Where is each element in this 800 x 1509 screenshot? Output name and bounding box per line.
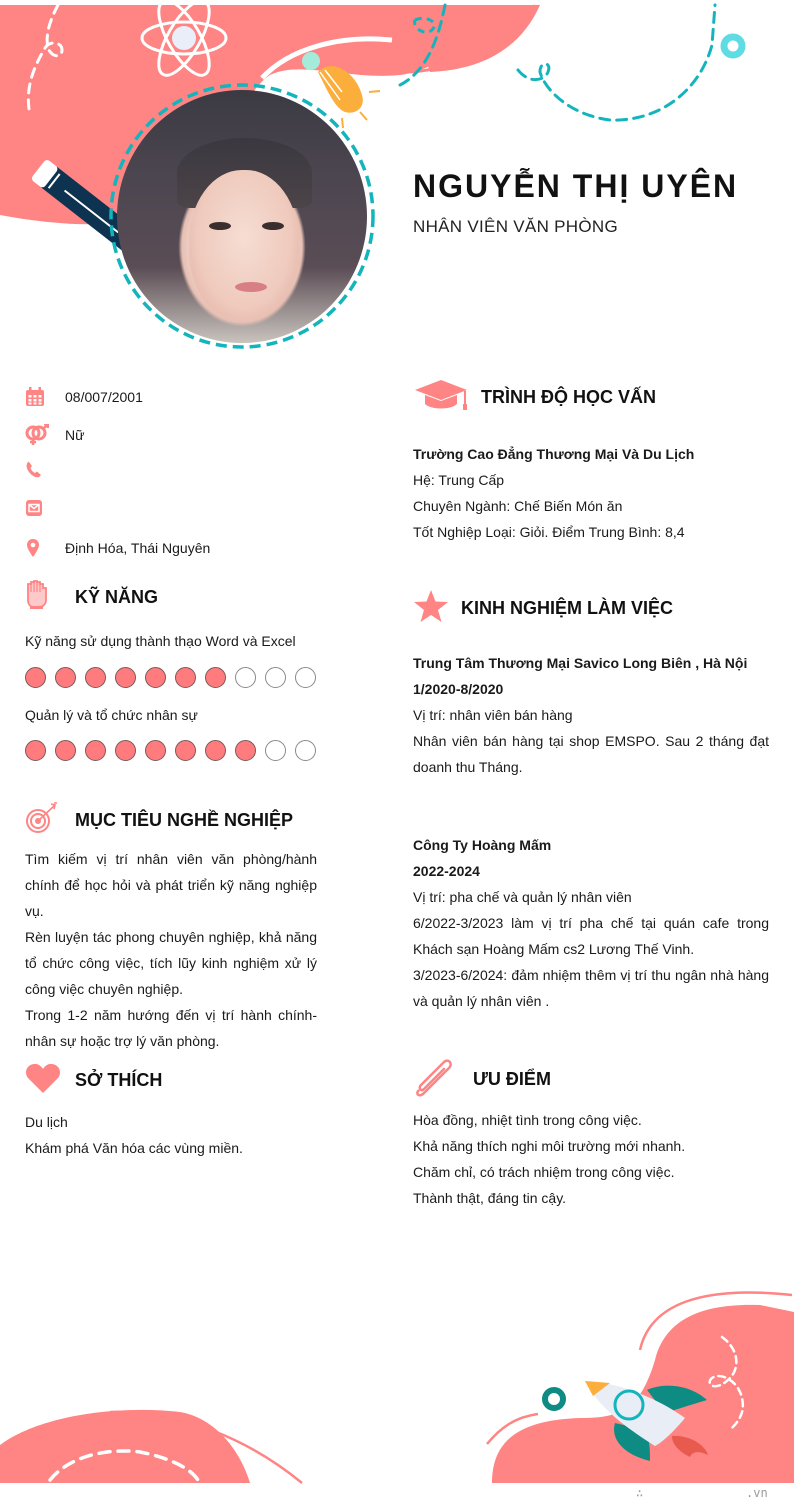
watermark-left: ∴ [636,1486,644,1500]
strength-item: Chăm chỉ, có trách nhiệm trong công việc. [413,1164,675,1180]
hobbies-heading-label: SỞ THÍCH [75,1070,163,1090]
photo-lips [235,282,267,292]
job-company: Trung Tâm Thương Mại Savico Long Biên , Hà Nội [413,655,748,671]
skill-label: Kỹ năng sử dụng thành thạo Word và Excel [25,633,296,649]
rating-dot-empty [265,740,286,761]
objective-text [25,846,317,1054]
hand-icon [25,580,75,615]
contact-phone [25,455,65,485]
objective-paragraph: Trong 1-2 năm hướng đến vị trí hành chính-nhân sự hoặc trợ lý văn phòng. [25,1007,317,1049]
email-icon [25,496,55,520]
hobby-item: Khám phá Văn hóa các vùng miền. [25,1140,243,1156]
calendar-icon [25,385,55,409]
education-details [413,441,773,545]
objective-paragraph: Tìm kiếm vị trí nhân viên văn phòng/hành chính để học hỏi và phát triển kỹ năng nghiệp vụ. [25,851,317,919]
job-period: 1/2020-8/2020 [413,681,504,697]
job-detail: 3/2023-6/2024: đảm nhiệm thêm vị trí thu ngân nhà hàng và quản lý nhân viên . [413,967,769,1009]
birthdate-value: 08/007/2001 [65,389,143,405]
star-icon [413,589,461,628]
skills-heading-label: KỸ NĂNG [75,587,159,607]
rating-dot-filled [205,740,226,761]
job-entry [413,650,769,780]
strengths-heading [413,1057,551,1102]
rating-dot-empty [265,667,286,688]
job-position: Vị trí: nhân viên bán hàng [413,707,573,723]
education-line: Chuyên Ngành: Chế Biến Món ăn [413,498,623,514]
rating-dot-filled [205,667,226,688]
objective-paragraph: Rèn luyện tác phong chuyên nghiệp, khả năng tổ chức công việc, tích lũy kinh nghiệm xử lý công việc chuyên nghiệp. [25,929,317,997]
rating-dot-filled [55,740,76,761]
rating-dot-empty [235,667,256,688]
skills-heading [25,580,158,615]
contact-gender [25,420,84,450]
phone-icon [25,458,55,482]
rating-dot-filled [115,740,136,761]
strengths-heading-label: ƯU ĐIỂM [473,1069,551,1089]
rating-dot-filled [85,667,106,688]
experience-heading [413,589,673,628]
rating-dot-filled [145,667,166,688]
education-line: Hệ: Trung Cấp [413,472,505,488]
skill-rating [25,667,316,688]
candidate-title: NHÂN VIÊN VĂN PHÒNG [413,217,619,236]
target-icon [25,802,75,839]
rating-dot-filled [145,740,166,761]
school-name: Trường Cao Đẳng Thương Mại Và Du Lịch [413,446,695,462]
experience-heading-label: KINH NGHIỆM LÀM VIỆC [461,598,674,618]
strength-item: Hòa đồng, nhiệt tình trong công việc. [413,1112,642,1128]
location-icon [25,536,55,560]
education-heading [413,378,656,417]
graduation-cap-icon [413,378,481,417]
rating-dot-filled [175,667,196,688]
rating-dot-filled [175,740,196,761]
job-detail: 6/2022-3/2023 làm vị trí pha chế tại quán cafe trong Khách sạn Hoàng Mấm cs2 Lương Thế Vinh. [413,915,769,957]
profile-photo [117,90,367,343]
skill-rating [25,740,316,761]
paperclip-icon [413,1057,473,1102]
job-period: 2022-2024 [413,863,480,879]
watermark-right: .vn [746,1486,768,1500]
candidate-name: NGUYỄN THỊ UYÊN [413,168,739,204]
photo-eye [209,222,231,230]
strength-item: Thành thật, đáng tin cậy. [413,1190,567,1206]
job-detail: Nhân viên bán hàng tại shop EMSPO. Sau 2 tháng đạt doanh thu Tháng. [413,733,769,775]
photo-face [189,170,299,320]
rating-dot-filled [55,667,76,688]
objective-heading-label: MỤC TIÊU NGHỀ NGHIỆP [75,810,294,830]
education-line: Tốt Nghiệp Loại: Giỏi. Điểm Trung Bình: 8,4 [413,524,685,540]
job-company: Công Ty Hoàng Mấm [413,837,552,853]
heart-icon [25,1062,75,1099]
contact-address [25,533,210,563]
rating-dot-empty [295,667,316,688]
education-heading-label: TRÌNH ĐỘ HỌC VẤN [481,387,656,407]
rating-dot-empty [295,740,316,761]
hobbies-heading [25,1062,162,1099]
rating-dot-filled [25,740,46,761]
rating-dot-filled [115,667,136,688]
strength-item: Khả năng thích nghi môi trường mới nhanh. [413,1138,686,1154]
rating-dot-filled [85,740,106,761]
rating-dot-filled [235,740,256,761]
contact-email [25,493,65,523]
gender-value: Nữ [65,427,85,443]
contact-birthdate [25,382,143,412]
hobby-item: Du lịch [25,1114,68,1130]
objective-heading [25,802,293,839]
rating-dot-filled [25,667,46,688]
skill-label: Quản lý và tổ chức nhân sự [25,707,198,723]
gender-icon [25,423,55,447]
address-value: Định Hóa, Thái Nguyên [65,540,211,556]
strengths-list [413,1107,685,1211]
photo-eye [262,222,284,230]
hobbies-list [25,1109,243,1161]
job-entry [413,832,769,1014]
job-position: Vị trí: pha chế và quản lý nhân viên [413,889,632,905]
